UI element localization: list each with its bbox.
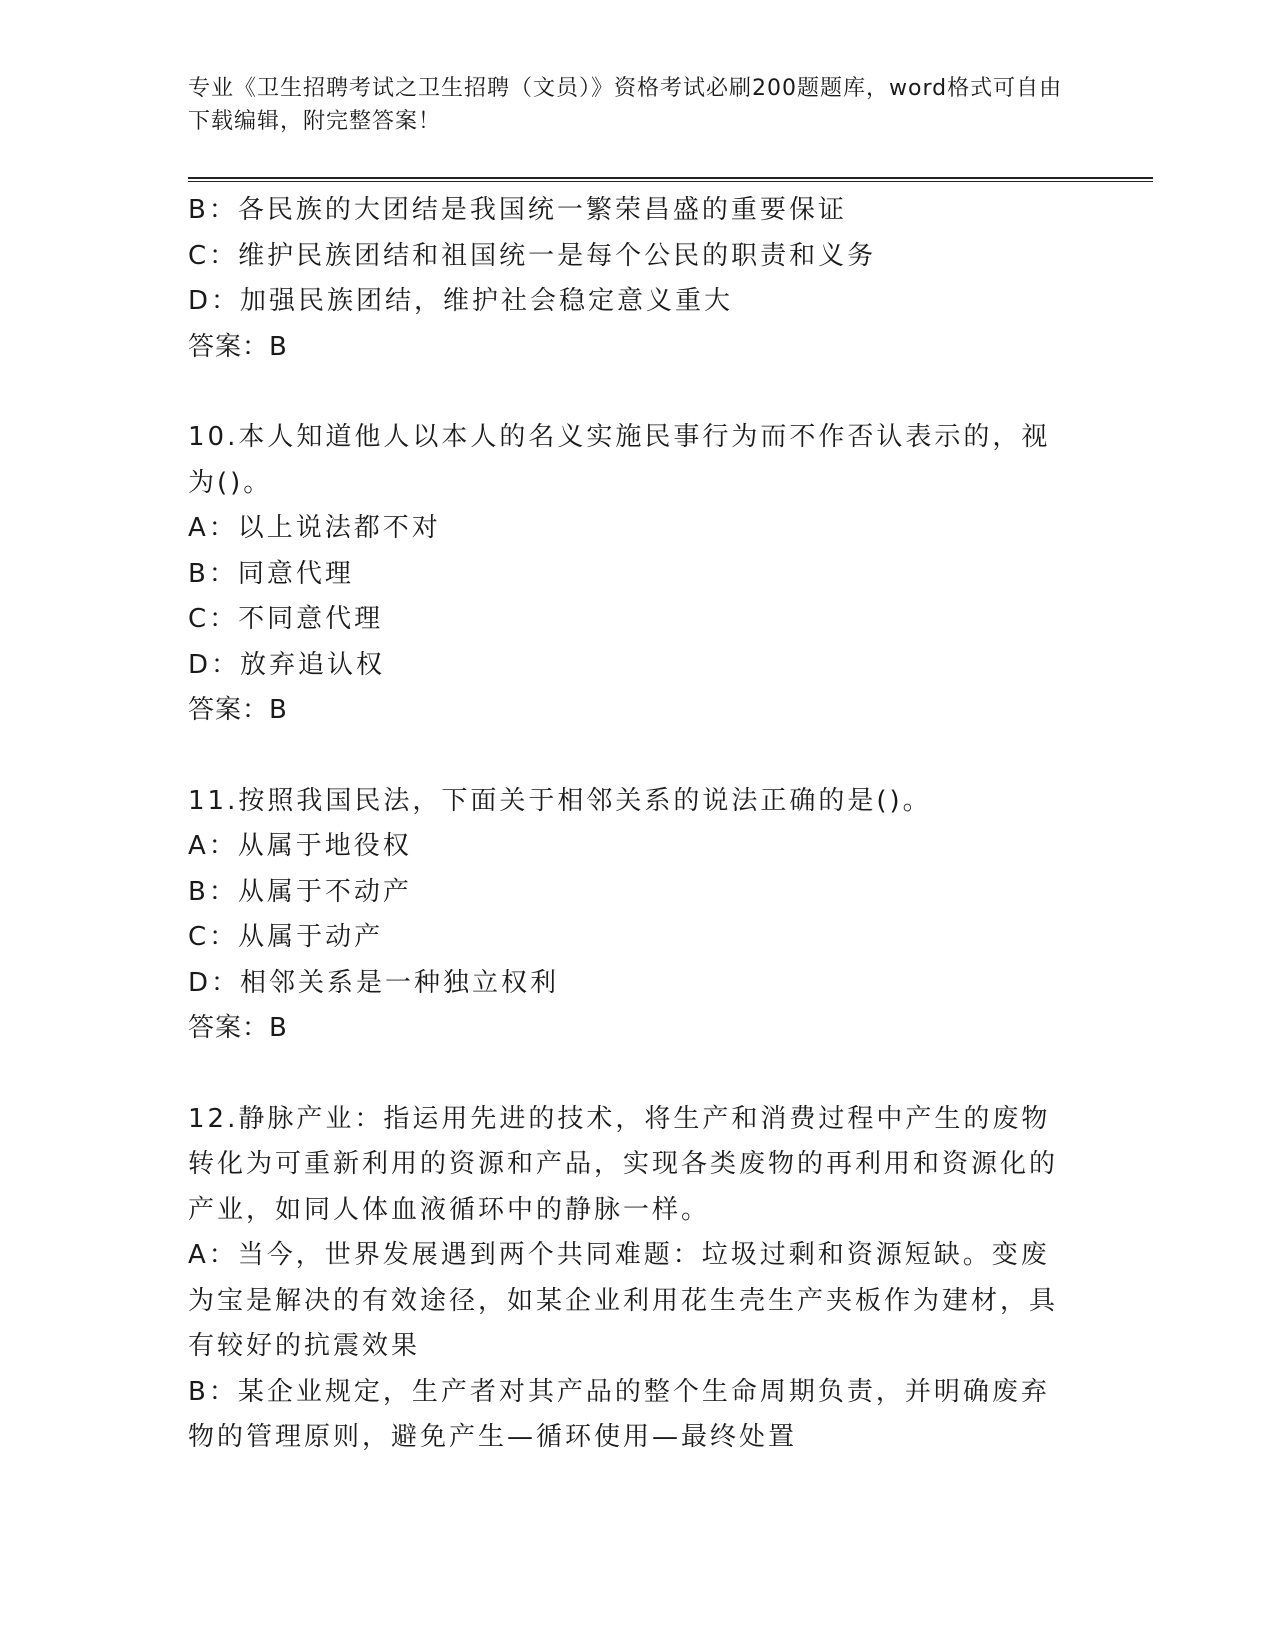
option-a: A：以上说法都不对 (188, 513, 441, 543)
answer-line: 答案：B (188, 1013, 288, 1043)
option-d: D：放弃追认权 (188, 649, 386, 680)
previous-question-block (188, 188, 1078, 370)
option-d: D：相邻关系是一种独立权利 (188, 967, 560, 998)
option-c: C：从属于动产 (188, 922, 384, 952)
question-stem: 10.本人知道他人以本人的名义实施民事行为而不作否认表示的，视为()。 (188, 422, 1051, 498)
option-b: B：同意代理 (188, 558, 354, 589)
spacer (188, 1052, 1078, 1097)
answer-line: 答案：B (188, 695, 288, 725)
question-stem: 11.按照我国民法，下面关于相邻关系的说法正确的是()。 (188, 785, 932, 816)
option-b: B：某企业规定，生产者对其产品的整个生命周期负责，并明确废弃物的管理原则，避免产生—循环使用—最终处置 (188, 1376, 1050, 1452)
option-a: A：当今，世界发展遇到两个共同难题：垃圾过剩和资源短缺。变废为宝是解决的有效途径，如某企业利用花生壳生产夹板作为建材，具有较好的抗震效果 (188, 1240, 1059, 1361)
question-content (188, 188, 1078, 1461)
option-a: A：从属于地役权 (188, 831, 412, 861)
question-10 (188, 415, 1078, 734)
option-b: B：从属于不动产 (188, 876, 412, 907)
page-header: 专业《卫生招聘考试之卫生招聘（文员）》资格考试必刷200题题库，word格式可自由下载编辑，附完整答案！ (188, 76, 1063, 134)
option-d: D：加强民族团结，维护社会稳定意义重大 (188, 286, 734, 316)
header-divider (188, 177, 1153, 182)
spacer (188, 734, 1078, 779)
question-stem: 12.静脉产业：指运用先进的技术，将生产和消费过程中产生的废物转化为可重新利用的资源和产品，实现各类废物的再利用和资源化的产业，如同人体血液循环中的静脉一样。 (188, 1103, 1059, 1225)
spacer (188, 370, 1078, 415)
option-c: C：不同意代理 (188, 604, 384, 634)
question-11 (188, 779, 1078, 1052)
option-b: B：各民族的大团结是我国统一繁荣昌盛的重要保证 (188, 195, 847, 225)
question-12 (188, 1097, 1078, 1461)
answer-line: 答案：B (188, 331, 288, 362)
option-c: C：维护民族团结和祖国统一是每个公民的职责和义务 (188, 240, 877, 271)
